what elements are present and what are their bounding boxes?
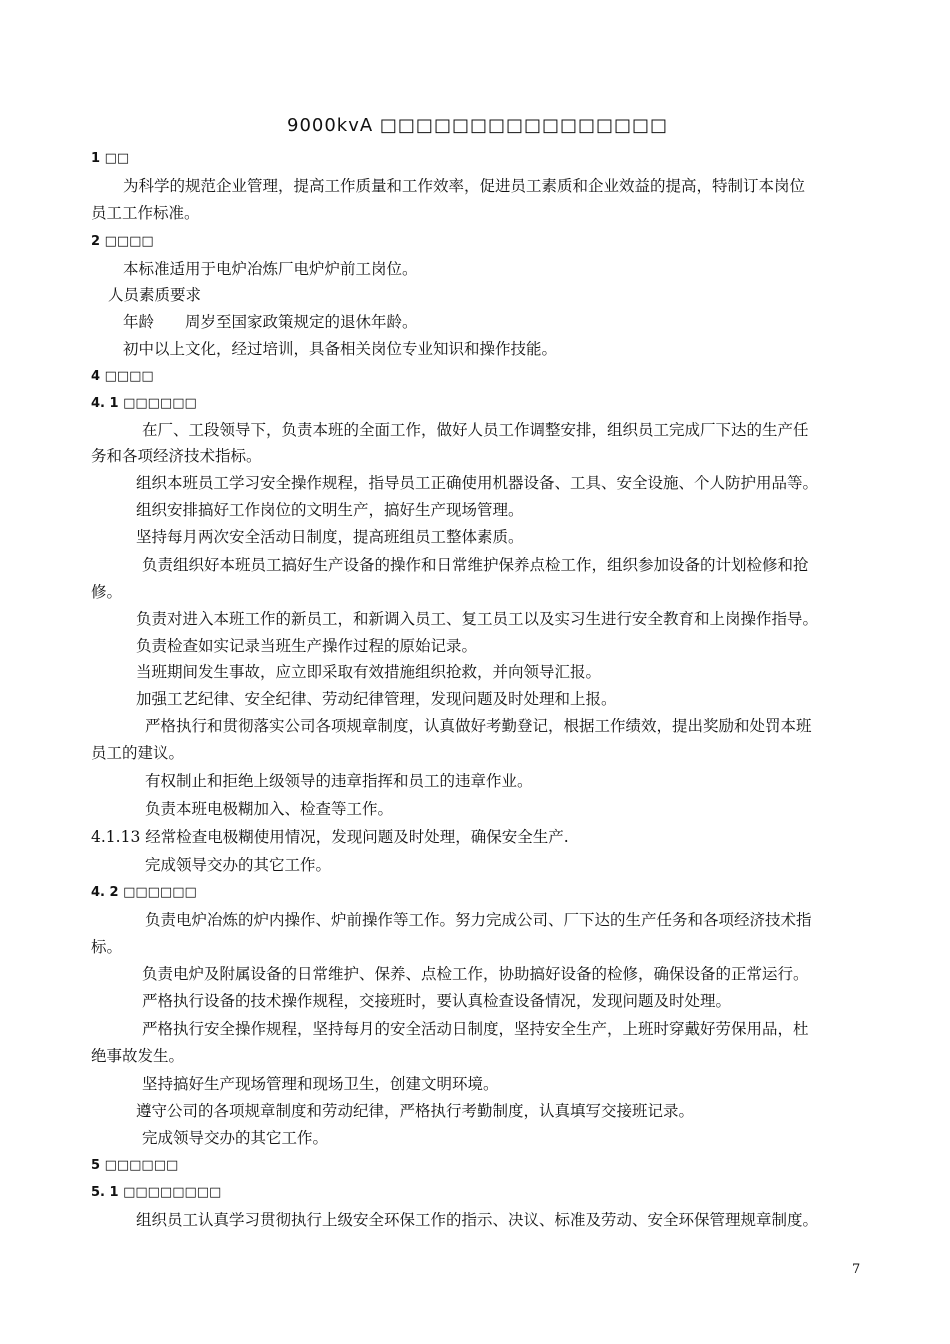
paragraph: 组织员工认真学习贯彻执行上级安全环保工作的指示、决议、标准及劳动、安全环保管理规章制度。	[136, 1211, 819, 1229]
paragraph: 负责检查如实记录当班生产操作过程的原始记录。	[136, 637, 478, 655]
paragraph: 为科学的规范企业管理，提高工作质量和工作效率，促进员工素质和企业效益的提高，特制订本岗位	[123, 177, 806, 195]
paragraph: 遵守公司的各项规章制度和劳动纪律，严格执行考勤制度，认真填写交接班记录。	[136, 1102, 695, 1120]
paragraph: 完成领导交办的其它工作。	[145, 856, 332, 874]
subsection-heading: 5. 1 □□□□□□□□	[91, 1185, 222, 1200]
subsection-heading: 4. 2 □□□□□□	[91, 885, 197, 900]
paragraph: 严格执行和贯彻落实公司各项规章制度，认真做好考勤登记，根据工作绩效，提出奖励和处罚本班	[145, 717, 812, 735]
paragraph: 本标准适用于电炉冶炼厂电炉炉前工岗位。	[123, 260, 418, 278]
paragraph: 加强工艺纪律、安全纪律、劳动纪律管理，发现问题及时处理和上报。	[136, 690, 617, 708]
paragraph: 务和各项经济技术指标。	[91, 447, 262, 465]
paragraph: 完成领导交办的其它工作。	[142, 1129, 329, 1147]
paragraph: 4.1.13 经常检查电极糊使用情况，发现问题及时处理，确保安全生产.	[91, 828, 569, 846]
paragraph: 员工的建议。	[91, 744, 185, 762]
paragraph: 当班期间发生事故，应立即采取有效措施组织抢救，并向领导汇报。	[136, 663, 602, 681]
paragraph: 标。	[91, 938, 123, 956]
paragraph: 员工工作标准。	[91, 204, 200, 222]
paragraph: 负责对进入本班工作的新员工，和新调入员工、复工员工以及实习生进行安全教育和上岗操作指导。	[136, 610, 819, 628]
paragraph: 初中以上文化，经过培训，具备相关岗位专业知识和操作技能。	[123, 340, 558, 358]
paragraph: 在厂、工段领导下，负责本班的全面工作，做好人员工作调整安排，组织员工完成厂下达的生产任	[142, 421, 809, 439]
document-title: 9000kvA □□□□□□□□□□□□□□□□	[287, 115, 669, 136]
paragraph: 有权制止和拒绝上级领导的违章指挥和员工的违章作业。	[145, 772, 533, 790]
page-number: 7	[852, 1262, 861, 1277]
paragraph: 负责组织好本班员工搞好生产设备的操作和日常维护保养点检工作，组织参加设备的计划检修和抢	[142, 556, 809, 574]
section-heading: 4 □□□□	[91, 369, 154, 384]
paragraph: 严格执行设备的技术操作规程，交接班时，要认真检查设备情况，发现问题及时处理。	[142, 992, 732, 1010]
section-heading: 1 □□	[91, 151, 130, 166]
paragraph: 组织安排搞好工作岗位的文明生产，搞好生产现场管理。	[136, 501, 524, 519]
paragraph: 负责本班电极糊加入、检查等工作。	[145, 800, 394, 818]
paragraph: 组织本班员工学习安全操作规程，指导员工正确使用机器设备、工具、安全设施、个人防护用品等。	[136, 474, 819, 492]
paragraph: 严格执行安全操作规程，坚持每月的安全活动日制度，坚持安全生产，上班时穿戴好劳保用品，杜	[142, 1020, 809, 1038]
section-heading: 2 □□□□	[91, 234, 154, 249]
paragraph: 负责电炉及附属设备的日常维护、保养、点检工作，协助搞好设备的检修，确保设备的正常运行。	[142, 965, 809, 983]
paragraph: 绝事故发生。	[91, 1047, 185, 1065]
section-heading: 5 □□□□□□	[91, 1158, 179, 1173]
subsection-heading: 4. 1 □□□□□□	[91, 396, 197, 411]
paragraph: 人员素质要求	[108, 286, 202, 304]
paragraph: 年龄 周岁至国家政策规定的退休年龄。	[123, 313, 418, 331]
paragraph: 坚持每月两次安全活动日制度，提高班组员工整体素质。	[136, 528, 524, 546]
paragraph: 负责电炉冶炼的炉内操作、炉前操作等工作。努力完成公司、厂下达的生产任务和各项经济技术指	[145, 911, 812, 929]
paragraph: 修。	[91, 583, 123, 601]
paragraph: 坚持搞好生产现场管理和现场卫生，创建文明环境。	[142, 1075, 499, 1093]
